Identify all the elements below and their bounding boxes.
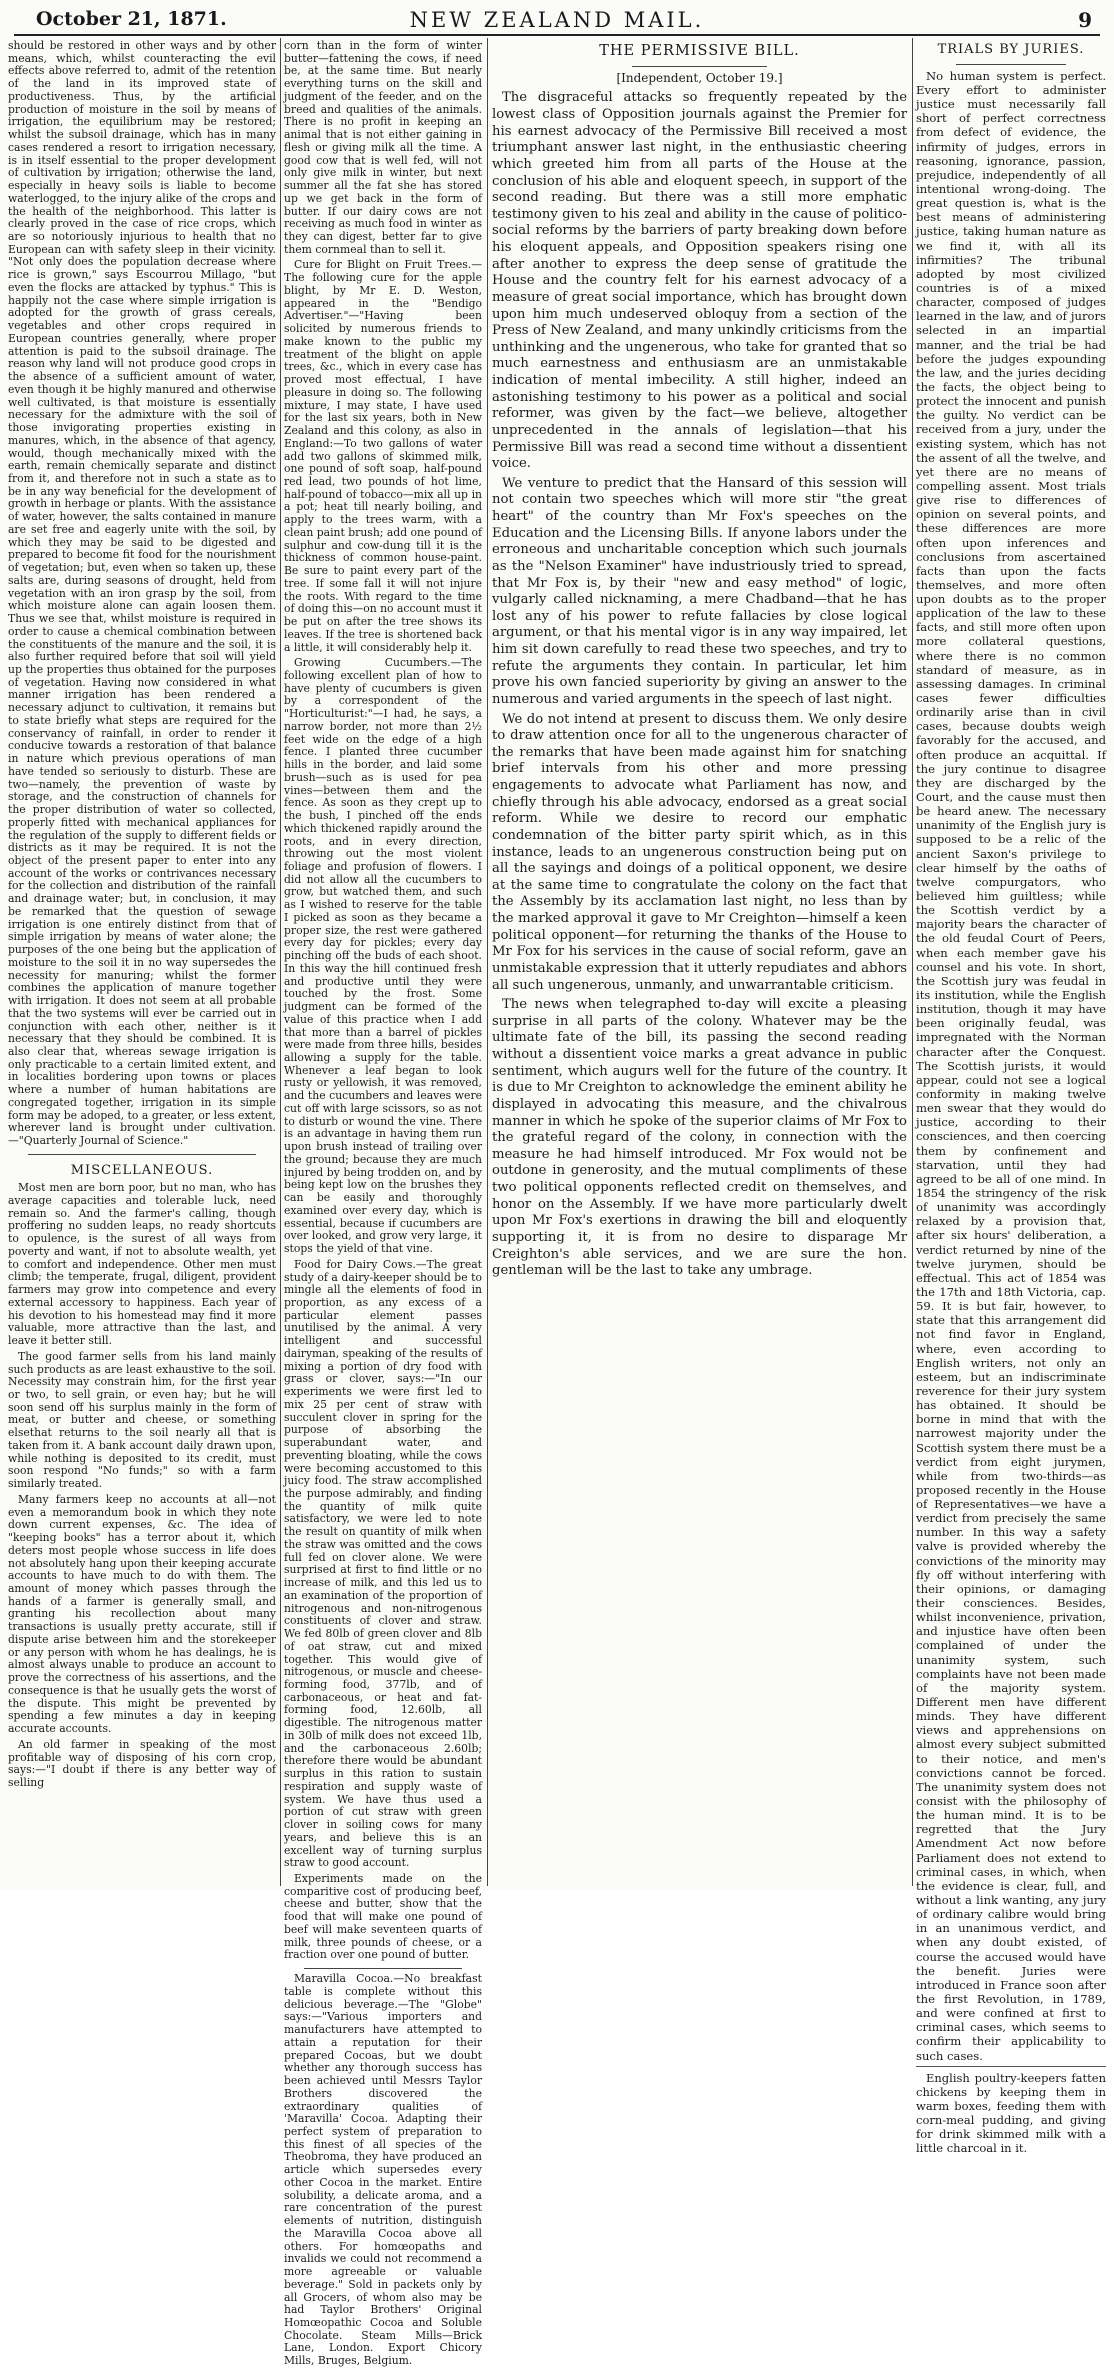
poultry-note: English poultry-keepers fatten chickens by keeping them in warm boxes, feeding them with corn-meal pudding, and giving for drink skimmed milk with a little charcoal in it. bbox=[916, 2066, 1106, 2155]
cucumbers-paragraph: Growing Cucumbers.—The following excellent plan of how to have plenty of cucumbers is given by a correspondent of the "Horticulturist:"—I had, he says, a narrow border, not more than 2½ feet wide on the edge of a high fence. I planted three cucumber hills in the border, and laid some brush—such as is used for pea vines—between them and the fence. As soon as they crept up to the bush, I pinched off the ends which thickened rapidly around the roots, and in every direction, throwing out the most violent foliage and profusion of flowers. I did not allow all the cucumbers to grow, but watched them, and such as I wished to reserve for the table I picked as soon as they became a proper size, the rest were gathered every day for pickles; every day pinching off the buds of each shoot. In this way the hill continued fresh and productive until they were touched by the frost. Some judgment can be formed of the value of this practice when I add that more than a barrel of pickles were made from three hills, besides allowing a supply for the table. Whenever a leaf began to look rusty or yellowish, it was removed, and the cucumbers and leaves were cut off with large scissors, so as not to disturb or wound the vine. There is an advantage in having them run upon brush instead of trailing over the ground; because they are much injured by being trodden on, and by being kept low on the brushes they can be easily and thoroughly examined over every day, which is essential, because if cucumbers are over looked, and grow very large, it stops the yield of that vine. bbox=[284, 656, 482, 1256]
juries-paragraph: No human system is perfect. Every effort to administer justice must necessarily fall short of perfect correctness from defect of evidence, the infirmity of judges, errors in reasoning, ignorance, passion, prejudice, independently of all intentional wrong-doing. The great question is, what is the best means of administering justice, taking human nature as we find it, with all its infirmities? The tribunal adopted by most civilized countries is of a mixed character, composed of judges learned in the law, and of jurors selected in an impartial manner, and the trial be had before the judges expounding the law, and the juries deciding the facts, the object being to protect the innocent and punish the guilty. No verdict can be received from a jury, under the existing system, which has not the assent of all the twelve, and yet there are no means of compelling assent. Most trials give rise to differences of opinion on several points, and these differences are more often upon inferences and conclusions from ascertained facts than upon the facts themselves, and more often upon doubts as to the proper application of the law to these facts, and still more often upon more collateral questions, where there is no common standard of measure, as in assessing damages. In criminal cases fewer difficulties ordinarily arise than in civil cases, because doubts weigh favorably for the accused, and often produce an acquittal. If the jury continue to disagree they are discharged by the Court, and the cause must then be heard anew. The necessary unanimity of the English jury is supposed to be a relic of the ancient Saxon's privilege to clear himself by the oaths of twelve compurgators, who believed him guiltless; while the Scottish verdict by a majority bears the character of the old feudal Court of Peers, when each member gave his counsel and his vote. In short, the Scottish jury was feudal in its institution, while the English institution, though it may have been originally feudal, was impregnated with the Norman character after the Conquest. The Scottish jurists, it would appear, could not see a logical conformity in making twelve men swear that they would do justice, according to their consciences, and then coercing them by confinement and starvation, until they had agreed to be all of one mind. In 1854 the stringency of the risk of unanimity was accordingly relaxed by a provision that, after six hours' deliberation, a verdict returned by nine of the twelve jurymen, should be effectual. This act of 1854 was the 17th and 18th Victoria, cap. 59. It is but fair, however, to state that this arrangement did not find favor in England, where, even according to English writers, not only an esteem, but an indiscriminate reverence for their jury system has obtained. It should be borne in mind that with the narrowest majority under the Scottish system there must be a verdict from eight jurymen, while from two-thirds—as proposed recently in the House of Representatives—we have a verdict from precisely the same number. In this way a safety valve is provided whereby the convictions of the minority may fly off without interfering with their opinions, or damaging their consciences. Besides, whilst inconvenience, privation, and injustice have often been complained of under the unanimity system, such complaints have not been made of the majority system. Different men have different minds. They have different views and apprehensions on almost every subject submitted to their notice, and men's convictions cannot be forced. The unanimity system does not consist with the philosophy of the human mind. It is to be regretted that the Jury Amendment Act now before Parliament does not extend to criminal cases, in which, when the evidence is clear, full, and without a link wanting, any jury of ordinary calibre would bring in an unanimous verdict, and when any doubt existed, of course the accused would have the benefit. Juries were introduced in France soon after the first Revolution, in 1789, and were confined at first to criminal cases, which seems to confirm their applicability to such cases. bbox=[916, 68, 1106, 2063]
trials-by-juries-column bbox=[916, 40, 1106, 2155]
column-2 bbox=[284, 39, 482, 2368]
misc-paragraph: An old farmer in speaking of the most profitable way of disposing of his corn crop, says:—"I doubt if there is any better way of selling bbox=[8, 1737, 276, 1789]
page-number: 9 bbox=[1078, 8, 1092, 32]
permissive-bill-dateline: [Independent, October 19.] bbox=[616, 71, 783, 86]
misc-paragraph: Many farmers keep no accounts at all—not even a memorandum book in which they note down current expenses, &c. The idea of "keeping books" has a terror about it, which deters most people whose success in life does not absolutely hang upon their keeping accurate accounts to have much to do with them. The amount of money which passes through the hands of a farmer is generally small, and granting his recollection about many transactions is usually pretty accurate, still if dispute arise between him and the storekeeper or any person with whom he has dealings, he is almost always unable to produce an account to prove the correctness of his assertions, and the consequence is that he usually gets the worst of the dispute. This might be prevented by spending a few minutes a day in keeping accurate accounts. bbox=[8, 1492, 276, 1736]
permissive-bill-heading: THE PERMISSIVE BILL. bbox=[599, 43, 800, 59]
masthead bbox=[14, 4, 1100, 36]
section-divider bbox=[956, 64, 1066, 65]
winter-butter-paragraph: corn than in the form of winter butter—fattening the cows, if need be, at the same time. But nearly everything turns on the skill and judgment of the feeder, and on the breed and qualities of the animals. There is no profit in keeping an animal that is not either gaining in flesh or giving milk all the time. A good cow that is well fed, will not only give milk in winter, but next summer all the fat she has stored up we get back in the form of butter. If our dairy cows are not receiving as much food in winter as they can digest, better far to give them cornmeal than to sell it. bbox=[284, 39, 482, 256]
irrigation-article: should be restored in other ways and by other means, which, whilst counteracting the evil effects above referred to, admit of the retention of the land in its improved state of productiveness. Thus, by the artificial production of moisture in the soil by means of irrigation, the equilibrium may be restored; whilst the subsoil drainage, which has in many cases rendered a resort to irrigation necessary, is in itself essential to the proper development of cultivation by irrigation; otherwise the land, especially in heavy soils is liable to become waterlogged, to the injury alike of the crops and the health of the neighborhood. This latter is clearly proved in the case of rice crops, which are so notoriously injurious to health that no European can with safety sleep in their vicinity. "Not only does the population decrease where rice is grown," says Escourrou Millago, "but even the flocks are attacked by typhus." This is happily not the case where simple irrigation is adopted for the growth of grass cereals, vegetables and other crops required in European countries generally, where proper attention is paid to the subsoil drainage. The reason why land will not produce good crops in the absence of a sufficient amount of water, even though it be highly manured and otherwise well cultivated, is that moisture is essentially necessary for the admixture with the soil of those invigorating properties existing in manures, which, in the absence of that agency, would, though mechanically mixed with the earth, remain chemically separate and distinct from it, and therefore not in such a state as to be in any way beneficial for the development of growth in herbage or plants. With the assistance of water, however, the salts contained in manure are set free and eagerly unite with the soil, by which they may be said to be digested and prepared to become fit food for the nourishment of vegetation; but, even when so taken up, these salts are, during seasons of drought, held from vegetation with an iron grasp by the soil, from which moisture alone can again loosen them. Thus we see that, whilst moisture is required in order to cause a chemical combination between the constituents of the manure and the soil, it is also further required before that soil will yield up the properties thus obtained for the purposes of vegetation. Having now considered in what manner irrigation has been rendered a necessary adjunct to cultivation, it remains but to state briefly what steps are required for the conservancy of rainfall, in order to render it conducive towards a restoration of that balance in nature which previous operations of man have tended so seriously to disturb. These are two—namely, the prevention of waste by storage, and the construction of channels for the proper distribution of water so collected, properly fitted with mechanical appliances for the regulation of the supply to different fields or districts as it may be required. It is not the object of the present paper to enter into any account of the works or contrivances necessary for the collection and distribution of the rainfall and drainage water; but, in conclusion, it may be remarked that the question of sewage irrigation is one entirely distinct from that of simple irrigation by means of water alone; the purposes of the one being but the application of moisture to the soil it in no way supersedes the necessity for manuring; whilst the former combines the application of manure together with irrigation. It does not seem at all probable that the two systems will ever be carried out in conjunction with each other, neither is it necessary that they should be combined. It is also clear that, whereas sewage irrigation is only practicable to a certain limited extent, and in localities bordering upon towns or places where a number of human habitations are congregated together, irrigation in its simple form may be adoped, to a greater, or less extent, wherever land is brought under cultivation.—"Quarterly Journal of Science." bbox=[8, 39, 276, 1148]
misc-paragraph: The good farmer sells from his land mainly such products as are least exhaustive to the soil. Necessity may constrain him, for the first year or two, to sell grain, or even hay; but he will soon send off his surplus mainly in the form of meat, or butter and cheese, or something elsethat returns to the soil nearly all that is taken from it. A bank account daily drawn upon, while nothing is deposited to its credit, must soon respond "No funds;" so with a farm similarly treated. bbox=[8, 1349, 276, 1491]
column-rule bbox=[487, 38, 488, 1886]
permissive-paragraph: We do not intend at present to discuss them. We only desire to draw attention once for all to the ungenerous character of the remarks that have been made against him for snatching brief intervals from his other and more pressing engagements to advocate what Parliament has now, and chiefly through his able advocacy, endorsed as a great social reform. While we desire to record our emphatic condemnation of the bitter party spirit which, as in this instance, leads to an ungenerous construction being put on all the sayings and doings of a political opponent, we desire at the same time to congratulate the colony on the fact that the Assembly by its acclamation last night, no less than by the marked approval it gave to Mr Creighton—himself a keen political opponent—for returning the thanks of the House to Mr Fox for his services in the cause of social reform, gave an unmistakable expression that it utterly repudiates and abhors all such ungenerous, unmanly, and unwarrantable criticism. bbox=[492, 711, 907, 993]
section-divider bbox=[304, 1968, 462, 1969]
beef-cost-paragraph: Experiments made on the comparitive cost of producing beef, cheese and butter, show that the food that will make one pound of beef will make seventeen quarts of milk, three pounds of cheese, or a fraction over one pound of butter. bbox=[284, 1872, 482, 1962]
dairy-food-paragraph: Food for Dairy Cows.—The great study of a dairy-keeper should be to mingle all the elements of food in proportion, as any excess of a particular element passes unutilised by the animal. A very intelligent and successful dairyman, speaking of the results of mixing a portion of dry food with grass or clover, says:—"In our experiments we were first led to mix 25 per cent of straw with succulent clover in spring for the purpose of absorbing the superabundant water, and preventing bloating, while the cows were becoming accustomed to this juicy food. The straw accomplished the purpose admirably, and finding the quantity of milk quite satisfactory, we were led to note the result on quantity of milk when the straw was omitted and the cows full fed on clover alone. We were surprised at first to find little or no increase of milk, and this led us to an examination of the proportion of nitrogenous and non-nitrogenous constituents of clover and straw. We fed 80lb of green clover and 8lb of oat straw, cut and mixed together. This would give of nitrogenous, or muscle and cheese-forming food, 377lb, and of carbonaceous, or heat and fat-forming food, 12.60lb, all digestible. The nitrogenous matter in 30lb of milk does not exceed 1lb, and the carbonaceous 2.60lb; therefore there would be abundant surplus in this ration to sustain respiration and supply waste of system. We have thus used a portion of cut straw with green clover in soiling cows for many years, and believe this is an excellent way of turning surplus straw to good account. bbox=[284, 1257, 482, 1870]
fruit-blight-paragraph: Cure for Blight on Fruit Trees.—The following cure for the apple blight, by Mr E. D. Weston, appeared in the "Bendigo Advertiser."—"Having been solicited by numerous friends to make known to the public my treatment of the blight on apple trees, &c., which in every case has proved most effectual, I have pleasure in doing so. The following mixture, I may state, I have used for the last six years, both in New Zealand and this colony, as also in England:—To two gallons of water add two gallons of skimmed milk, one pound of soft soap, half-pound red lead, two pounds of hot lime, half-pound of tobacco—mix all up in a pot; heat till nearly boiling, and apply to the trees warm, with a clean paint brush; add one pound of sulphur and cow-dung till it is the thickness of common house-paint. Be sure to paint every part of the tree. If some fall it will not injure the roots. With regard to the time of doing this—on no account must it be put on after the tree shows its leaves. If the tree is shortened back a little, it will considerably help it. bbox=[284, 258, 482, 654]
maravilla-cocoa-ad: Maravilla Cocoa.—No breakfast table is complete without this delicious beverage.—The "Globe" says:—"Various importers and manufacturers have attempted to attain a reputation for their prepared Cocoas, but we doubt whether any thorough success has been achieved until Messrs Taylor Brothers discovered the extraordinary qualities of 'Maravilla' Cocoa. Adapting their perfect system of preparation to this finest of all species of the Theobroma, they have produced an article which supersedes every other Cocoa in the market. Entire solubility, a delicate aroma, and a rare concentration of the purest elements of nutrition, distinguish the Maravilla Cocoa above all others. For homœopaths and invalids we could not recommend a more agreeable or valuable beverage." Sold in packets only by all Grocers, of whom also may be had Taylor Brothers' Original Homœopathic Cocoa and Soluble Chocolate. Steam Mills—Brick Lane, London. Export Chicory Mills, Bruges, Belgium. bbox=[284, 1972, 482, 2368]
permissive-paragraph: The news when telegraphed to-day will excite a pleasing surprise in all parts of the colony. Whatever may be the ultimate fate of the bill, its passing the second reading without a dissentient voice marks a great advance in public sentiment, which augurs well for the future of the country. It is due to Mr Creighton to acknowledge the eminent ability he displayed in advocating this measure, and the chivalrous manner in which he spoke of the superior claims of Mr Fox to the grateful regard of the colony, in connection with the measure he had himself introduced. Mr Fox would not be outdone in generosity, and the mutual compliments of these two political opponents reflected credit on themselves, and honor on the Assembly. If we have more particularly dwelt upon Mr Fox's exertions in drawing the bill and eloquently supporting it, it is from no desire to disparage Mr Creighton's able services, and we are sure the hon. gentleman will be the last to take any umbrage. bbox=[492, 997, 907, 1279]
column-1 bbox=[8, 40, 276, 1884]
section-divider bbox=[28, 1154, 256, 1155]
column-rule bbox=[912, 38, 913, 1886]
misc-paragraph: Most men are born poor, but no man, who has average capacities and tolerable luck, need remain so. And the farmer's calling, though proffering no sudden leaps, no ready shortcuts to opulence, is the surest of all ways from poverty and want, if not to absolute wealth, yet to comfort and independence. Other men must climb; the temperate, frugal, diligent, provident farmers may grow into competence and every external accessory to happiness. Each year of his devotion to his homestead may find it more valuable, more attractive than the last, and leave it better still. bbox=[8, 1181, 276, 1348]
column-rule bbox=[280, 38, 281, 1886]
permissive-paragraph: The disgraceful attacks so frequently repeated by the lowest class of Opposition journals against the Premier for his earnest advocacy of the Permissive Bill received a most triumphant answer last night, in the enthusiastic cheering which greeted him from all parts of the House at the conclusion of his able and eloquent speech, in support of the second reading. But there was a still more emphatic testimony given to his zeal and ability in the cause of politico-social reforms by the barriers of party breaking down before his eloquent appeals, and Opposition speakers rising one after another to express the deep sense of gratitude the House and the country felt for his earnest advocacy of a measure of great social importance, which has brought down upon him much undeserved obloquy from a section of the Press of New Zealand, and many unkindly criticisms from the unthinking and the ungenerous, who take for granted that so much earnestness and enthusiasm are an unmistakable indication of mental imbecility. A still higher, indeed an astonishing testimony to his power as a political and social reformer, was given by the fact—we believe, altogether unprecedented in the annals of legislation—that his Permissive Bill was read a second time without a dissentient voice. bbox=[492, 90, 907, 472]
paper-title: NEW ZEALAND MAIL. bbox=[409, 8, 705, 32]
permissive-bill-column bbox=[492, 40, 907, 1884]
section-divider bbox=[632, 66, 767, 67]
permissive-paragraph: We venture to predict that the Hansard of this session will not contain two speeches which will more stir "the great heart" of the country than Mr Fox's speeches on the Education and the Licensing Bills. If anyone labors under the erroneous and uncharitable conception which such journals as the "Nelson Examiner" have industriously tried to spread, that Mr Fox is, by their "new and easy method" of logic, vulgarly called nicknaming, a mere Chadband—that he has lost any of his power to refute fallacies by close logical argument, or that his mental vigor is in any way impaired, let him sit down carefully to read these two speeches, and try to refute the arguments they contain. In particular, let him prove his own fancied superiority by giving an answer to the numerous and varied arguments in the speech of last night. bbox=[492, 475, 907, 707]
issue-date: October 21, 1871. bbox=[36, 8, 227, 30]
miscellaneous-heading: MISCELLANEOUS. bbox=[70, 1162, 214, 1178]
trials-by-juries-heading: TRIALS BY JURIES. bbox=[937, 42, 1085, 57]
